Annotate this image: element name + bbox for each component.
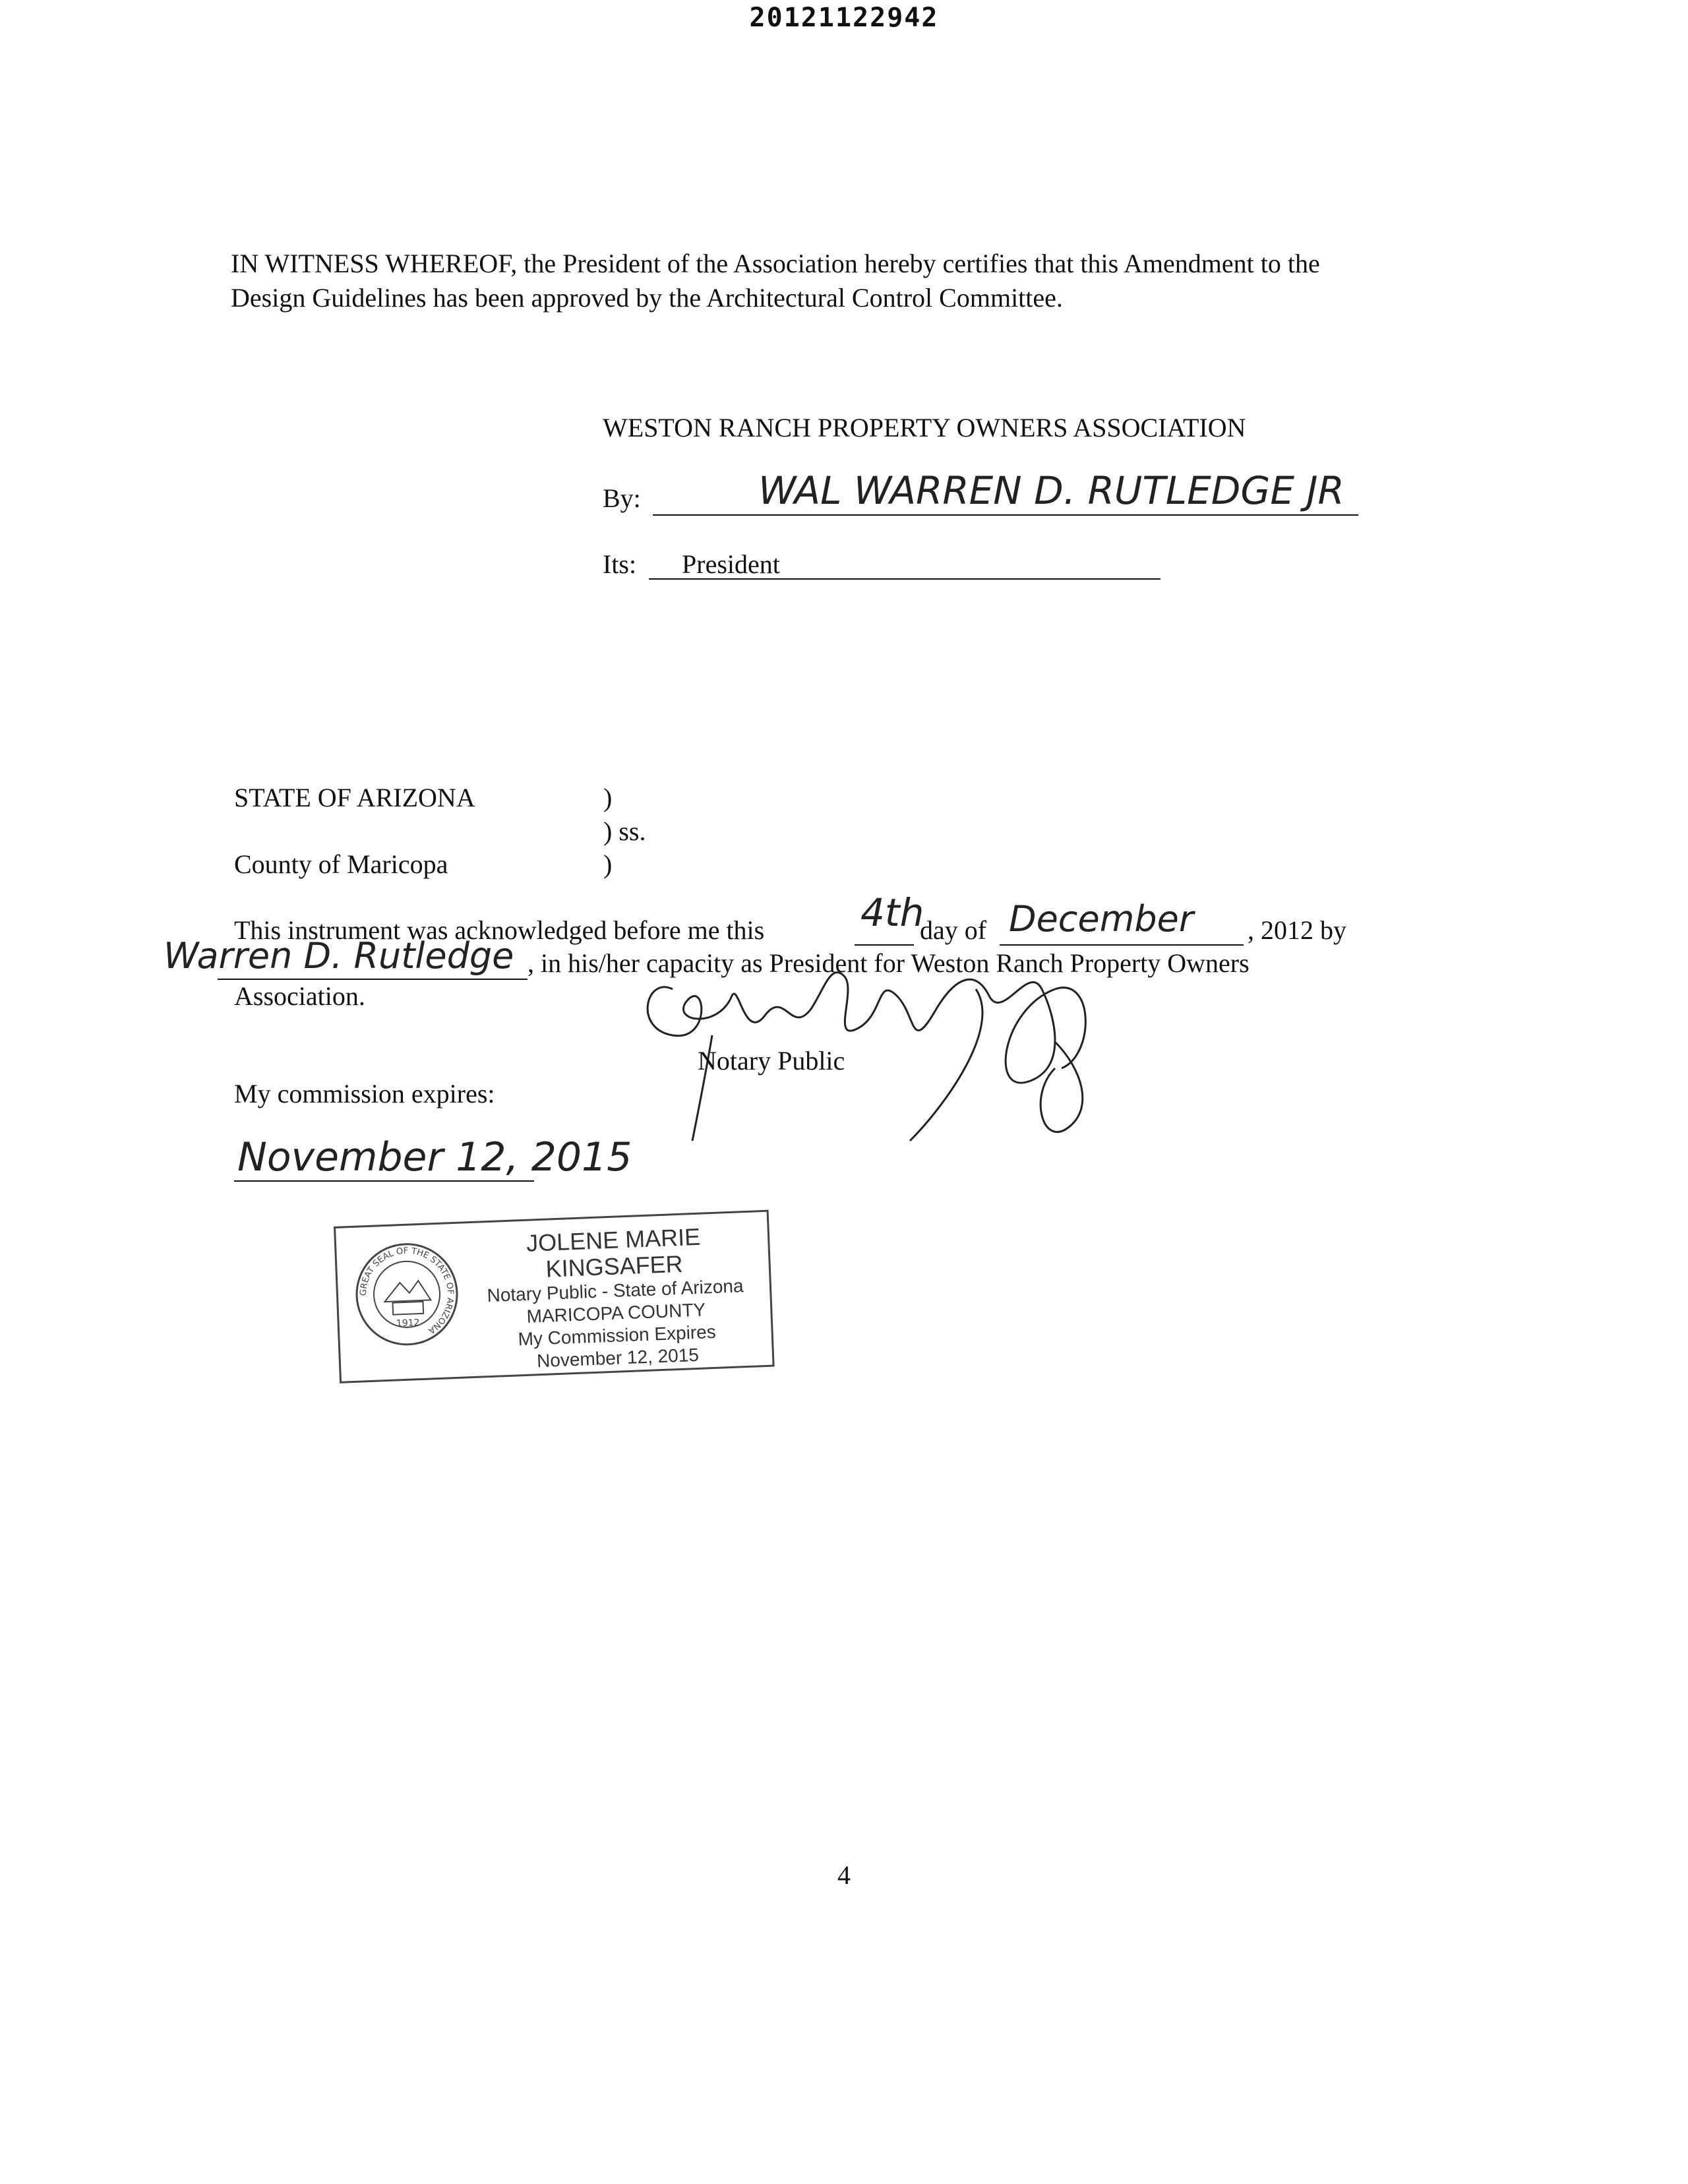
seal-year: 1912	[396, 1318, 420, 1329]
acknowledgment-month: December	[1009, 898, 1194, 940]
stamp-notary-name: JOLENE MARIE KINGSAFER	[526, 1223, 701, 1283]
acknowledgment-capacity: , in his/her capacity as President for Weston Ranch Property Owners	[528, 948, 1250, 978]
by-signature-line	[653, 514, 1358, 516]
stamp-county: MARICOPA COUNTY	[526, 1299, 706, 1327]
acknowledgment-year: , 2012 by	[1248, 915, 1346, 945]
ss-label: ) ss.	[603, 816, 646, 846]
venue-paren-bottom: )	[603, 849, 613, 879]
its-line	[649, 578, 1160, 580]
state-label: STATE OF ARIZONA	[234, 783, 475, 812]
commission-expires-date: November 12, 2015	[237, 1134, 632, 1180]
county-label: County of Maricopa	[234, 849, 448, 879]
notary-public-label: Notary Public	[698, 1046, 845, 1076]
by-label: By:	[603, 483, 641, 513]
acknowledgment-association: Association.	[234, 981, 365, 1011]
day-line	[855, 944, 914, 946]
page-number: 4	[837, 1860, 851, 1890]
witness-paragraph: IN WITNESS WHEREOF, the President of the Association hereby certifies that this Amendment to the Design Guidelines has been approved by the Architectural Control Committee.	[231, 249, 1320, 313]
name-line	[218, 979, 528, 980]
notary-stamp	[334, 1210, 775, 1383]
stamp-notary-title: Notary Public - State of Arizona	[487, 1275, 744, 1306]
commission-line	[234, 1180, 534, 1182]
stamp-expires-label: My Commission Expires	[518, 1321, 717, 1350]
commission-expires-label: My commission expires:	[234, 1079, 495, 1108]
seal-ring-text: GREAT SEAL OF THE STATE OF ARIZONA	[358, 1246, 456, 1336]
acknowledgment-text-start: This instrument was acknowledged before me this	[234, 915, 765, 945]
acknowledgment-day-of: day of	[920, 915, 987, 945]
its-value: President	[682, 549, 780, 579]
acknowledged-name: Warren D. Rutledge	[164, 935, 514, 977]
association-name: WESTON RANCH PROPERTY OWNERS ASSOCIATION	[603, 413, 1246, 442]
acknowledgment-day: 4th	[860, 890, 924, 935]
arizona-seal-icon	[352, 1240, 462, 1349]
president-signature: WAL WARREN D. RUTLEDGE JR	[758, 468, 1344, 513]
its-label: Its:	[603, 549, 637, 579]
recording-number: 20121122942	[749, 3, 939, 33]
month-line	[1000, 944, 1244, 946]
stamp-expires-date: November 12, 2015	[536, 1344, 700, 1372]
venue-paren-top: )	[603, 783, 613, 812]
